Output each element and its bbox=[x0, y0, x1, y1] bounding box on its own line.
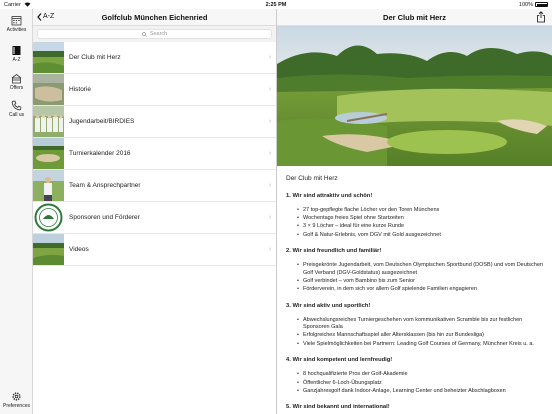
back-label: A-Z bbox=[43, 13, 55, 20]
club-logo-thumbnail bbox=[33, 202, 64, 233]
list-item[interactable] bbox=[33, 106, 276, 138]
list-item-label: Der Club mit Herz bbox=[69, 54, 121, 61]
section-freundlich bbox=[286, 248, 544, 294]
section-sportlich bbox=[286, 303, 544, 349]
chevron-right-icon: › bbox=[268, 86, 272, 93]
chevron-right-icon: › bbox=[268, 54, 272, 61]
bullet-item: • Abwechslungsreiches Turniergeschehen vom kommunikativen Scramble bis zur festlichen Sponsoren Gala bbox=[303, 317, 544, 332]
detail-navigation-bar bbox=[276, 9, 552, 26]
search-icon bbox=[142, 32, 147, 37]
detail-heading: Der Club mit Herz bbox=[286, 175, 338, 182]
list-item-label: Turnierkalender 2016 bbox=[69, 150, 131, 157]
offers-icon bbox=[11, 73, 22, 84]
bullet-item: • Golf verbindet – vom Bambino bis zum Senior bbox=[303, 278, 544, 285]
list-item-label: Sponsoren und Förderer bbox=[69, 214, 140, 221]
tab-activities-label: Activities bbox=[6, 27, 27, 33]
tab-a-z-label: A-Z bbox=[12, 57, 21, 63]
section-title: 2. Wir sind freundlich und familiär! bbox=[286, 248, 382, 255]
chevron-right-icon: › bbox=[268, 150, 272, 157]
list-item-label: Team & Ansprechpartner bbox=[69, 182, 141, 189]
bullet-item: • Erfolgreiches Mannschaftsspiel aller Altersklassen (bis hin zur Bundesliga) bbox=[303, 332, 544, 339]
section-title: 5. Wir sind bekannt und international! bbox=[286, 404, 390, 411]
tab-preferences[interactable] bbox=[0, 391, 33, 409]
list-title: Golfclub München Eichenried bbox=[101, 13, 208, 22]
tab-offers[interactable] bbox=[0, 73, 33, 91]
detail-title: Der Club mit Herz bbox=[383, 13, 446, 22]
section-title: 1. Wir sind attraktiv und schön! bbox=[286, 192, 373, 199]
search-bar bbox=[33, 26, 276, 42]
bunker-thumbnail bbox=[33, 74, 64, 105]
search-placeholder: Search bbox=[149, 31, 168, 37]
golf-course-hero-image bbox=[277, 26, 552, 166]
tab-call-us-label: Call us bbox=[8, 112, 25, 118]
section-international bbox=[286, 404, 544, 412]
list-pane bbox=[33, 26, 276, 414]
bullet-item: • Ganzjahresgolf dank Indoor-Anlage, Learning Center und beheizter Abschlagboxen bbox=[303, 388, 544, 395]
bullet-item: • 27 top-gepflegte flache Löcher vor den Toren Münchens bbox=[303, 207, 544, 214]
list-navigation-bar bbox=[33, 9, 276, 26]
search-input[interactable] bbox=[37, 29, 272, 39]
golf-course-thumbnail bbox=[33, 42, 64, 73]
share-icon[interactable] bbox=[536, 11, 546, 23]
tab-offers-label: Offers bbox=[9, 85, 24, 91]
bullet-list bbox=[286, 207, 544, 240]
tab-call-us[interactable] bbox=[0, 100, 33, 118]
bullet-list bbox=[286, 317, 544, 349]
section-attraktiv bbox=[286, 193, 544, 240]
chevron-right-icon: › bbox=[268, 214, 272, 221]
chevron-right-icon: › bbox=[268, 118, 272, 125]
calendar-icon bbox=[11, 15, 22, 26]
list-item[interactable] bbox=[33, 202, 276, 234]
bullet-item: • Öffentlicher 6-Loch-Übungsplatz bbox=[303, 380, 544, 387]
bullet-item: • Viele Spielmöglichkeiten bei Partnern: Leading Golf Courses of Germany, Münchner Kreis u. a. bbox=[303, 341, 544, 348]
battery-icon bbox=[535, 2, 548, 7]
list-item-label: Historie bbox=[69, 86, 92, 93]
gear-icon bbox=[11, 391, 22, 402]
list-item[interactable] bbox=[33, 42, 276, 74]
detail-pane bbox=[276, 26, 552, 414]
list-item[interactable] bbox=[33, 234, 276, 266]
section-title: 4. Wir sind kompetent und lernfreudig! bbox=[286, 357, 393, 364]
bullet-item: • Wochentags freies Spiel ohne Startzeiten bbox=[303, 215, 544, 222]
detail-content bbox=[277, 166, 552, 412]
green-thumbnail bbox=[33, 138, 64, 169]
person-thumbnail bbox=[33, 170, 64, 201]
book-icon bbox=[11, 45, 22, 56]
tab-preferences-label: Preferences bbox=[3, 403, 30, 409]
list-item[interactable] bbox=[33, 138, 276, 170]
status-bar bbox=[0, 0, 552, 9]
status-time: 2:25 PM bbox=[265, 1, 287, 8]
battery-percent: 100% bbox=[518, 1, 533, 8]
list-item[interactable] bbox=[33, 170, 276, 202]
chevron-right-icon: › bbox=[268, 246, 272, 253]
carrier-label: Carrier bbox=[4, 1, 21, 8]
fairway-thumbnail bbox=[33, 234, 64, 265]
group-thumbnail bbox=[33, 106, 64, 137]
bullet-item: • 8 hochqualifizierte Pros der Golf-Akademie bbox=[303, 371, 544, 378]
bullet-item: • Förderverein, in dem sich vor allem Golf spielende Familien engagieren bbox=[303, 286, 544, 293]
list-item-label: Jugendarbeit/BIRDIES bbox=[69, 118, 135, 125]
tab-activities[interactable] bbox=[0, 15, 33, 33]
bullet-list bbox=[286, 371, 544, 395]
section-kompetent bbox=[286, 357, 544, 395]
bullet-list bbox=[286, 262, 544, 294]
tab-bar bbox=[0, 9, 33, 414]
bullet-item: • Preisgekrönte Jugendarbeit, vom Deutschen Olympischen Sportbund (DOSB) und vom Deutschen Golf Verband (DGV-Goldstatus) ausgezeichnet bbox=[303, 262, 544, 277]
chevron-right-icon: › bbox=[268, 182, 272, 189]
bullet-item: • 3 × 9 Löcher – ideal für eine kurze Runde bbox=[303, 223, 544, 230]
list-item[interactable] bbox=[33, 74, 276, 106]
phone-icon bbox=[11, 100, 22, 111]
section-title: 3. Wir sind aktiv und sportlich! bbox=[286, 302, 371, 309]
list-item-label: Videos bbox=[69, 246, 89, 253]
bullet-item: • Golf & Natur-Erlebnis, vom DGV mit Gold ausgezeichnet bbox=[303, 232, 544, 239]
tab-a-z[interactable] bbox=[0, 45, 33, 63]
